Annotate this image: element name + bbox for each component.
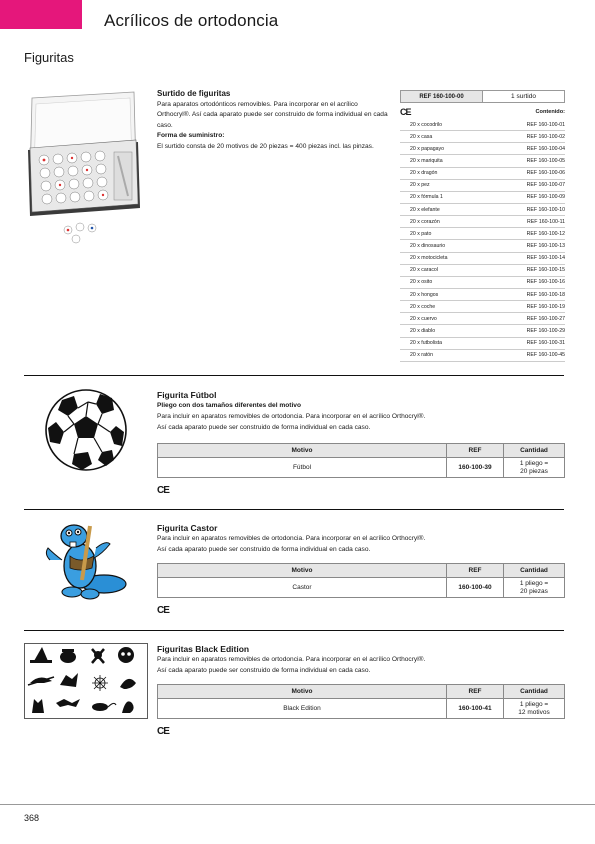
- item-name: 20 x mariquita: [410, 157, 443, 164]
- motivo-cell: Fútbol: [158, 458, 447, 477]
- black-section: [157, 643, 565, 677]
- item-name: 20 x pez: [410, 182, 430, 189]
- item-ref: REF 160-100-29: [526, 327, 565, 334]
- ce-mark: CE: [157, 726, 169, 737]
- supply-title: Forma de suministro:: [157, 132, 225, 139]
- qty-line1: 1 pliego =: [519, 460, 549, 467]
- list-item: [400, 325, 565, 337]
- list-item: [400, 168, 565, 180]
- black-desc1: Para incluir en aparatos removibles de ortodoncia. Para incorporar en el acrílico Orthocryl®.: [157, 656, 426, 663]
- ref-cell: 160-100-39: [447, 458, 504, 477]
- item-name: 20 x futbolista: [410, 340, 443, 347]
- list-item: [400, 143, 565, 155]
- item-ref: REF 160-100-09: [526, 194, 565, 201]
- assortment-ref-table: [400, 90, 565, 362]
- item-name: 20 x hongos: [410, 291, 439, 298]
- item-ref: REF 160-100-27: [526, 315, 565, 322]
- list-item: [400, 240, 565, 252]
- footer-divider: [0, 804, 595, 805]
- cantidad-header: Cantidad: [520, 446, 548, 454]
- divider: [24, 630, 564, 631]
- list-item: [400, 119, 565, 131]
- qty-line2: 20 piezas: [520, 467, 548, 475]
- item-ref: REF 160-100-10: [526, 206, 565, 213]
- item-name: 20 x ratón: [410, 352, 434, 359]
- table-header: [158, 564, 564, 578]
- table-row: [158, 699, 564, 718]
- qty-cell: [504, 458, 564, 477]
- qty-cell: [504, 578, 564, 597]
- assortment-desc: Para aparatos ortodónticos removibles. Para incorporar en el acrílico Orthocryl®. Así cada aparato puede ser construido de forma individual en cada caso.: [157, 100, 388, 129]
- qty-line2: 20 piezas: [520, 587, 548, 595]
- item-name: 20 x cuervo: [410, 315, 437, 322]
- item-ref: REF 160-100-13: [526, 242, 565, 249]
- item-name: 20 x motocicleta: [410, 255, 448, 262]
- item-ref: REF 160-100-18: [526, 291, 565, 298]
- page-title: Acrílicos de ortodoncia: [104, 11, 279, 30]
- ref-cell: 160-100-40: [447, 578, 504, 597]
- motivo-cell: Black Edition: [158, 699, 447, 718]
- black-title: Figuritas Black Edition: [157, 644, 250, 654]
- contents-list: [400, 119, 565, 362]
- item-name: 20 x coche: [410, 303, 436, 310]
- item-ref: REF 160-100-19: [526, 303, 565, 310]
- item-ref: REF 160-100-15: [526, 267, 565, 274]
- item-name: 20 x corazón: [410, 218, 440, 225]
- section-subtitle: Figuritas: [24, 50, 74, 65]
- qty-cell: [504, 699, 564, 718]
- divider: [24, 375, 564, 376]
- soccer-ball-image: [44, 388, 128, 472]
- futbol-subtitle: Pliego con dos tamaños diferentes del motivo: [157, 402, 301, 409]
- item-name: 20 x osito: [410, 279, 433, 286]
- item-name: 20 x elefante: [410, 206, 440, 213]
- black-desc2: Así cada aparato puede ser construido de forma individual en cada caso.: [157, 666, 371, 674]
- beaver-image: [40, 520, 130, 604]
- futbol-title: Figurita Fútbol: [157, 390, 217, 400]
- item-ref: REF 160-100-11: [527, 218, 565, 225]
- item-ref: REF 160-100-04: [526, 145, 565, 152]
- cantidad-header: Cantidad: [520, 687, 548, 695]
- ref-header: REF: [447, 685, 504, 698]
- item-ref: REF 160-100-31: [526, 340, 565, 347]
- ce-mark: CE: [157, 605, 169, 616]
- contents-label: Contenido:: [535, 109, 565, 115]
- item-ref: REF 160-100-14: [526, 255, 565, 262]
- assortment-title: Surtido de figuritas: [157, 89, 231, 98]
- list-item: [400, 204, 565, 216]
- ref-header: REF: [447, 444, 504, 457]
- ce-mark: CE: [400, 107, 411, 117]
- brand-color-block: [0, 0, 82, 29]
- item-ref: REF 160-100-02: [526, 133, 565, 140]
- item-name: 20 x casa: [410, 133, 433, 140]
- list-item: [400, 228, 565, 240]
- list-item: [400, 216, 565, 228]
- item-ref: REF 160-100-05: [526, 157, 565, 164]
- cantidad-header: Cantidad: [520, 566, 548, 574]
- black-edition-image: [24, 643, 148, 719]
- futbol-desc1: Para incluir en aparatos removibles de ortodoncia. Para incorporar en el acrílico Orthocryl®.: [157, 412, 426, 420]
- figurine-case-image: [24, 90, 142, 248]
- futbol-desc2: Así cada aparato puede ser construido de forma individual en cada caso.: [157, 423, 371, 431]
- ref-header: REF: [447, 564, 504, 577]
- contents-header: [400, 105, 565, 119]
- list-item: [400, 192, 565, 204]
- list-item: [400, 265, 565, 277]
- item-name: 20 x caracol: [410, 267, 438, 274]
- list-item: [400, 338, 565, 350]
- motivo-cell: Castor: [158, 578, 447, 597]
- list-item: [400, 350, 565, 362]
- item-name: 20 x fórmula 1: [410, 194, 443, 201]
- castor-desc1: Para incluir en aparatos removibles de ortodoncia. Para incorporar en el acrílico Orthocryl®.: [157, 535, 426, 542]
- castor-section: [157, 522, 565, 556]
- item-ref: REF 160-100-12: [526, 230, 565, 237]
- futbol-table: [157, 443, 565, 478]
- item-name: 20 x papagayo: [410, 145, 445, 152]
- table-row: [158, 458, 564, 477]
- table-header: [158, 685, 564, 699]
- list-item: [400, 313, 565, 325]
- item-ref: REF 160-100-01: [526, 121, 565, 128]
- list-item: [400, 253, 565, 265]
- item-name: 20 x pato: [410, 230, 432, 237]
- item-name: 20 x cocodrilo: [410, 121, 443, 128]
- page-number: 368: [24, 813, 40, 823]
- supply-text: El surtido consta de 20 motivos de 20 piezas = 400 piezas incl. las pinzas.: [157, 142, 374, 150]
- qty-line1: 1 pliego =: [519, 701, 549, 708]
- list-item: [400, 289, 565, 301]
- motivo-header: Motivo: [158, 685, 447, 698]
- item-ref: REF 160-100-16: [526, 279, 565, 286]
- motivo-header: Motivo: [158, 564, 447, 577]
- assortment-qty: 1 surtido: [511, 93, 536, 100]
- item-ref: REF 160-100-07: [526, 182, 565, 189]
- list-item: [400, 155, 565, 167]
- list-item: [400, 301, 565, 313]
- assortment-description: [157, 89, 389, 152]
- castor-desc2: Así cada aparato puede ser construido de forma individual en cada caso.: [157, 545, 371, 553]
- list-item: [400, 180, 565, 192]
- item-name: 20 x dinosaurio: [410, 242, 446, 249]
- item-name: 20 x dragón: [410, 170, 438, 177]
- castor-table: [157, 563, 565, 598]
- assortment-ref: REF 160-100-00: [401, 91, 483, 102]
- item-name: 20 x diablo: [410, 327, 436, 334]
- ce-mark: CE: [157, 485, 169, 496]
- qty-line1: 1 pliego =: [519, 580, 549, 587]
- qty-line2: 12 motivos: [518, 708, 550, 716]
- item-ref: REF 160-100-45: [526, 352, 565, 359]
- divider: [24, 509, 564, 510]
- list-item: [400, 277, 565, 289]
- black-table: [157, 684, 565, 719]
- list-item: [400, 131, 565, 143]
- table-row: [158, 578, 564, 597]
- ref-cell: 160-100-41: [447, 699, 504, 718]
- castor-title: Figurita Castor: [157, 523, 218, 533]
- motivo-header: Motivo: [158, 444, 447, 457]
- item-ref: REF 160-100-06: [526, 170, 565, 177]
- assortment-ref-header: [400, 90, 565, 103]
- futbol-section: [157, 389, 565, 433]
- table-header: [158, 444, 564, 458]
